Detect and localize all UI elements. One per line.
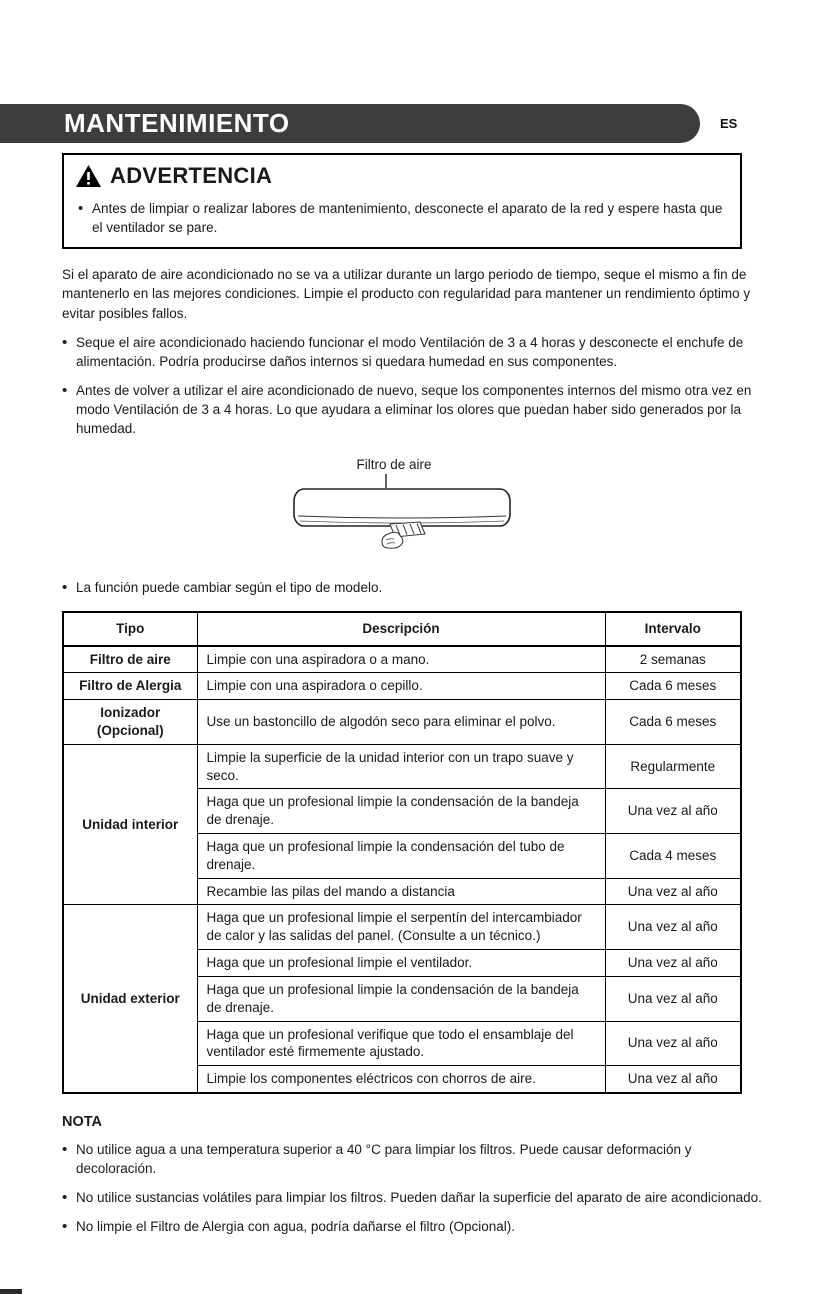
- warning-item: • Antes de limpiar o realizar labores de mantenimiento, desconecte el aparato de la red y espere hasta que el ventilador se pare.: [78, 199, 728, 237]
- cell-desc: Limpie la superficie de la unidad interior con un trapo suave y seco.: [197, 744, 605, 789]
- page-corner-mark: [0, 1289, 22, 1294]
- bullet-item: • Seque el aire acondicionado haciendo funcionar el modo Ventilación de 3 a 4 horas y desconecte el enchufe de alimentación. Podría producirse daños internos si quedara humedad en sus componentes.: [62, 333, 758, 371]
- page-header: [0, 104, 840, 143]
- nota-list: [62, 1140, 762, 1237]
- cell-tipo-unidad-interior: Unidad interior: [63, 744, 197, 905]
- figure-caption: Filtro de aire: [356, 456, 432, 472]
- cell-interval: 2 semanas: [605, 646, 741, 673]
- table-row: [63, 744, 741, 789]
- header-descripcion: Descripción: [197, 612, 605, 646]
- cell-tipo: Filtro de aire: [63, 646, 197, 673]
- cell-desc: Limpie con una aspiradora o a mano.: [197, 646, 605, 673]
- cell-desc: Limpie los componentes eléctricos con chorros de aire.: [197, 1066, 605, 1093]
- cell-tipo-unidad-exterior: Unidad exterior: [63, 905, 197, 1093]
- intro-paragraph: Si el aparato de aire acondicionado no se va a utilizar durante un largo periodo de tiempo, seque el mismo a fin de mantenerlo en las mejores condiciones. Limpie el producto con regularidad para mantener un rendimiento óptimo y evitar posibles fallos.: [62, 267, 751, 321]
- nota-item: • No limpie el Filtro de Alergia con agua, podría dañarse el filtro (Opcional).: [62, 1217, 762, 1236]
- cell-interval: Una vez al año: [605, 905, 741, 950]
- cell-desc: Haga que un profesional limpie el serpentín del intercambiador de calor y las salidas del panel. (Consulte a un técnico.): [197, 905, 605, 950]
- bullet-item: • Antes de volver a utilizar el aire acondicionado de nuevo, seque los componentes internos del mismo otra vez en modo Ventilación de 3 a 4 horas. Lo que ayudara a eliminar los olores que puedan haber sido generados por la humedad.: [62, 381, 758, 438]
- maintenance-table: [62, 611, 742, 1094]
- air-filter-figure: [62, 457, 742, 568]
- header-tipo: Tipo: [63, 612, 197, 646]
- cell-interval: Una vez al año: [605, 950, 741, 977]
- cell-interval: Una vez al año: [605, 1066, 741, 1093]
- cell-interval: Una vez al año: [605, 976, 741, 1021]
- cell-desc: Haga que un profesional limpie el ventilador.: [197, 950, 605, 977]
- cell-interval: Regularmente: [605, 744, 741, 789]
- warning-list: [78, 199, 728, 237]
- cell-interval: Una vez al año: [605, 1021, 741, 1066]
- cell-tipo: Ionizador (Opcional): [63, 700, 197, 745]
- table-row: [63, 673, 741, 700]
- page-title: MANTENIMIENTO: [64, 108, 290, 138]
- model-note-list: [62, 578, 758, 597]
- warning-triangle-icon: [76, 165, 101, 187]
- warning-title: ADVERTENCIA: [110, 163, 273, 188]
- nota-item: • No utilice sustancias volátiles para limpiar los filtros. Pueden dañar la superficie del aparato de aire acondicionado.: [62, 1188, 762, 1207]
- cell-desc: Use un bastoncillo de algodón seco para eliminar el polvo.: [197, 700, 605, 745]
- nota-heading: NOTA: [62, 1113, 103, 1130]
- cell-desc: Haga que un profesional limpie la condensación de la bandeja de drenaje.: [197, 976, 605, 1021]
- language-badge: ES: [720, 116, 738, 131]
- table-row: [63, 700, 741, 745]
- cell-desc: Haga que un profesional limpie la condensación del tubo de drenaje.: [197, 834, 605, 879]
- nota-item: • No utilice agua a una temperatura superior a 40 °C para limpiar los filtros. Puede causar deformación y decoloración.: [62, 1140, 762, 1178]
- cell-interval: Cada 4 meses: [605, 834, 741, 879]
- cell-interval: Una vez al año: [605, 878, 741, 905]
- cell-tipo: Filtro de Alergia: [63, 673, 197, 700]
- model-note: • La función puede cambiar según el tipo de modelo.: [62, 578, 758, 597]
- cell-interval: Cada 6 meses: [605, 673, 741, 700]
- table-row: [63, 646, 741, 673]
- maintenance-bullets: [62, 333, 758, 439]
- cell-interval: Cada 6 meses: [605, 700, 741, 745]
- table-header-row: [63, 612, 741, 646]
- ac-unit-illustration: [252, 472, 552, 568]
- table-row: [63, 905, 741, 950]
- section-title-bar: [0, 104, 700, 143]
- warning-title-row: [76, 163, 730, 189]
- cell-desc: Haga que un profesional verifique que todo el ensamblaje del ventilador esté firmemente ajustado.: [197, 1021, 605, 1066]
- cell-desc: Haga que un profesional limpie la condensación de la bandeja de drenaje.: [197, 789, 605, 834]
- cell-desc: Limpie con una aspiradora o cepillo.: [197, 673, 605, 700]
- header-intervalo: Intervalo: [605, 612, 741, 646]
- cell-interval: Una vez al año: [605, 789, 741, 834]
- cell-desc: Recambie las pilas del mando a distancia: [197, 878, 605, 905]
- warning-box: [62, 153, 742, 249]
